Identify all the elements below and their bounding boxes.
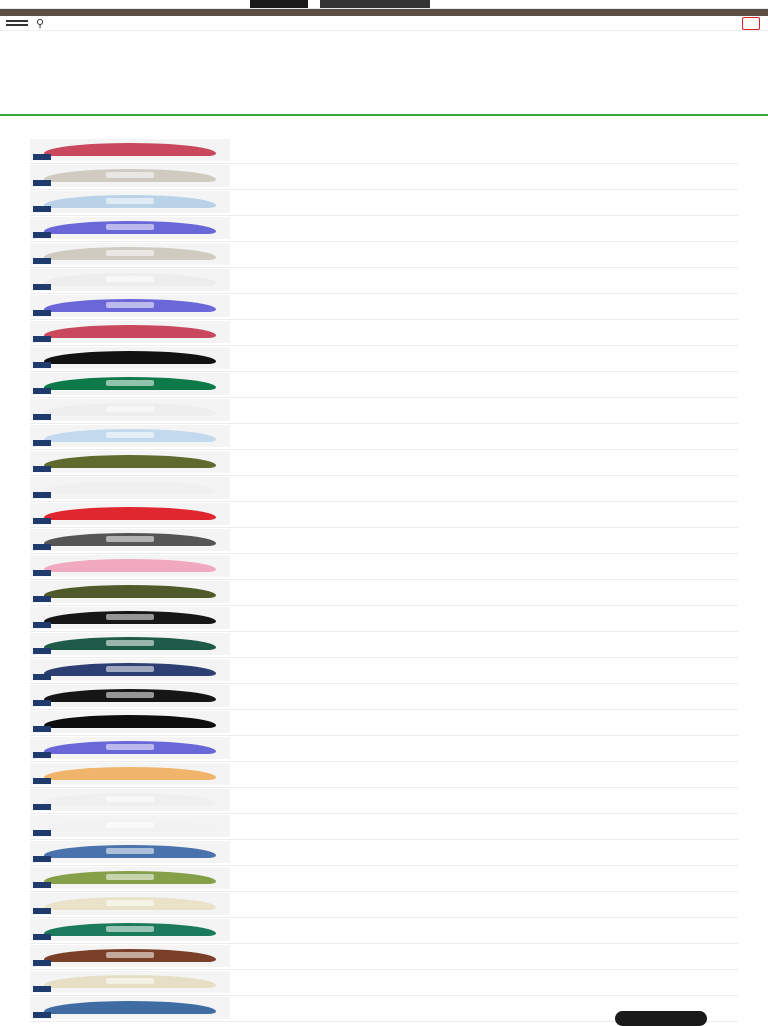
order-item[interactable] <box>30 944 738 970</box>
gap-badge <box>33 960 51 966</box>
product-image[interactable] <box>30 399 230 421</box>
graphic-print <box>106 172 154 178</box>
order-item[interactable] <box>30 606 738 632</box>
product-image[interactable] <box>30 633 230 655</box>
gap-badge <box>33 804 51 810</box>
gap-badge <box>33 492 51 498</box>
order-item[interactable] <box>30 736 738 762</box>
gap-badge <box>33 986 51 992</box>
product-image[interactable] <box>30 919 230 941</box>
site-header <box>0 16 768 31</box>
product-image[interactable] <box>30 763 230 785</box>
order-item[interactable] <box>30 554 738 580</box>
gap-badge <box>33 336 51 342</box>
gap-badge <box>33 648 51 654</box>
garment-shape <box>44 533 216 546</box>
garment-shape <box>44 1001 216 1014</box>
order-item[interactable] <box>30 450 738 476</box>
shipment-block <box>34 117 734 125</box>
order-item[interactable] <box>30 138 738 164</box>
graphic-print <box>106 198 154 204</box>
order-item[interactable] <box>30 398 738 424</box>
graphic-print <box>106 406 154 412</box>
status-divider <box>0 114 768 116</box>
product-image[interactable] <box>30 295 230 317</box>
graphic-print <box>106 224 154 230</box>
product-image[interactable] <box>30 685 230 707</box>
graphic-print <box>106 250 154 256</box>
garment-shape <box>44 715 216 728</box>
product-image[interactable] <box>30 503 230 525</box>
order-item[interactable] <box>30 242 738 268</box>
gap-badge <box>33 206 51 212</box>
product-image[interactable] <box>30 815 230 837</box>
garment-shape <box>44 637 216 650</box>
search-icon[interactable]: ⚲ <box>36 18 45 30</box>
gap-badge <box>33 362 51 368</box>
gap-badge <box>33 310 51 316</box>
gap-badge <box>33 856 51 862</box>
product-image[interactable] <box>30 347 230 369</box>
order-item[interactable] <box>30 632 738 658</box>
order-item[interactable] <box>30 372 738 398</box>
gap-badge <box>33 180 51 186</box>
order-item[interactable] <box>30 788 738 814</box>
graphic-print <box>106 666 154 672</box>
order-item[interactable] <box>30 346 738 372</box>
gap-badge <box>33 232 51 238</box>
product-image[interactable] <box>30 269 230 291</box>
garment-shape <box>44 585 216 598</box>
gap-badge <box>33 544 51 550</box>
gap-badge <box>33 284 51 290</box>
garment-shape <box>44 741 216 754</box>
garment-shape <box>44 845 216 858</box>
promo-banner[interactable] <box>0 9 768 16</box>
garment-shape <box>44 663 216 676</box>
product-image[interactable] <box>30 529 230 551</box>
product-image[interactable] <box>30 607 230 629</box>
garment-shape <box>44 767 216 780</box>
gap-badge <box>33 882 51 888</box>
order-item[interactable] <box>30 476 738 502</box>
order-item[interactable] <box>30 164 738 190</box>
order-item[interactable] <box>30 424 738 450</box>
product-image[interactable] <box>30 425 230 447</box>
product-image[interactable] <box>30 217 230 239</box>
product-image[interactable] <box>30 321 230 343</box>
gap-badge <box>33 752 51 758</box>
gap-badge <box>33 258 51 264</box>
garment-shape <box>44 143 216 156</box>
garment-shape <box>44 923 216 936</box>
garment-shape <box>44 351 216 364</box>
gap-badge <box>33 596 51 602</box>
garment-shape <box>44 299 216 312</box>
order-item[interactable] <box>30 294 738 320</box>
graphic-print <box>106 822 154 828</box>
gap-badge <box>33 726 51 732</box>
garment-shape <box>44 507 216 520</box>
gap-badge <box>33 440 51 446</box>
product-image[interactable] <box>30 581 230 603</box>
gap-badge <box>33 154 51 160</box>
gap-badge <box>33 830 51 836</box>
garment-shape <box>44 481 216 494</box>
product-image[interactable] <box>30 477 230 499</box>
garment-shape <box>44 793 216 806</box>
graphic-print <box>106 978 154 984</box>
order-item[interactable] <box>30 684 738 710</box>
garment-shape <box>44 195 216 208</box>
gap-badge <box>33 934 51 940</box>
order-item[interactable] <box>30 216 738 242</box>
product-image[interactable] <box>30 373 230 395</box>
garment-shape <box>44 871 216 884</box>
graphic-print <box>106 614 154 620</box>
hamburger-menu-icon[interactable] <box>6 18 28 28</box>
graphic-print <box>106 432 154 438</box>
product-image[interactable] <box>30 867 230 889</box>
garment-shape <box>44 325 216 338</box>
product-image[interactable] <box>30 191 230 213</box>
order-item[interactable] <box>30 814 738 840</box>
garment-shape <box>44 897 216 910</box>
gap-badge <box>33 908 51 914</box>
product-image[interactable] <box>30 789 230 811</box>
garment-shape <box>44 689 216 702</box>
gap-badge <box>33 778 51 784</box>
garment-shape <box>44 975 216 988</box>
graphic-print <box>106 796 154 802</box>
garment-shape <box>44 273 216 286</box>
garment-shape <box>44 169 216 182</box>
order-item[interactable] <box>30 320 738 346</box>
garment-shape <box>44 247 216 260</box>
order-item[interactable] <box>30 866 738 892</box>
gap-badge <box>33 700 51 706</box>
order-item[interactable] <box>30 528 738 554</box>
product-image[interactable] <box>30 737 230 759</box>
gap-badge <box>33 1012 51 1018</box>
order-item[interactable] <box>30 268 738 294</box>
garment-shape <box>44 559 216 572</box>
brand-tab-gap[interactable] <box>250 0 308 8</box>
order-item[interactable] <box>30 892 738 918</box>
utility-bar <box>0 0 768 9</box>
order-item[interactable] <box>30 710 738 736</box>
gap-badge <box>33 622 51 628</box>
product-image[interactable] <box>30 243 230 265</box>
graphic-print <box>106 302 154 308</box>
product-image[interactable] <box>30 711 230 733</box>
gap-badge <box>33 570 51 576</box>
graphic-print <box>106 692 154 698</box>
order-item[interactable] <box>30 918 738 944</box>
product-image[interactable] <box>30 659 230 681</box>
order-item[interactable] <box>30 840 738 866</box>
graphic-print <box>106 640 154 646</box>
gap-badge <box>33 388 51 394</box>
product-image[interactable] <box>30 555 230 577</box>
graphic-print <box>106 952 154 958</box>
garment-shape <box>44 377 216 390</box>
garment-shape <box>44 949 216 962</box>
garment-shape <box>44 611 216 624</box>
order-item[interactable] <box>30 190 738 216</box>
shopping-bag-icon[interactable] <box>742 17 760 30</box>
graphic-print <box>106 848 154 854</box>
order-item[interactable] <box>30 580 738 606</box>
garment-shape <box>44 403 216 416</box>
order-item[interactable] <box>30 658 738 684</box>
garment-shape <box>44 819 216 832</box>
order-items-list <box>30 138 738 1022</box>
product-image[interactable] <box>30 893 230 915</box>
garment-shape <box>44 455 216 468</box>
product-image[interactable] <box>30 971 230 993</box>
order-item[interactable] <box>30 970 738 996</box>
product-image[interactable] <box>30 945 230 967</box>
brand-tab-other[interactable] <box>320 0 430 8</box>
order-item[interactable] <box>30 502 738 528</box>
graphic-print <box>106 926 154 932</box>
gap-badge <box>33 518 51 524</box>
graphic-print <box>106 276 154 282</box>
gap-badge <box>33 466 51 472</box>
gap-badge <box>33 414 51 420</box>
order-item[interactable] <box>30 762 738 788</box>
product-image[interactable] <box>30 139 230 161</box>
product-image[interactable] <box>30 165 230 187</box>
gap-badge <box>33 674 51 680</box>
product-image[interactable] <box>30 451 230 473</box>
graphic-print <box>106 900 154 906</box>
garment-shape <box>44 429 216 442</box>
product-image[interactable] <box>30 841 230 863</box>
graphic-print <box>106 744 154 750</box>
graphic-print <box>106 380 154 386</box>
graphic-print <box>106 874 154 880</box>
product-image[interactable] <box>30 997 230 1019</box>
graphic-print <box>106 536 154 542</box>
garment-shape <box>44 221 216 234</box>
